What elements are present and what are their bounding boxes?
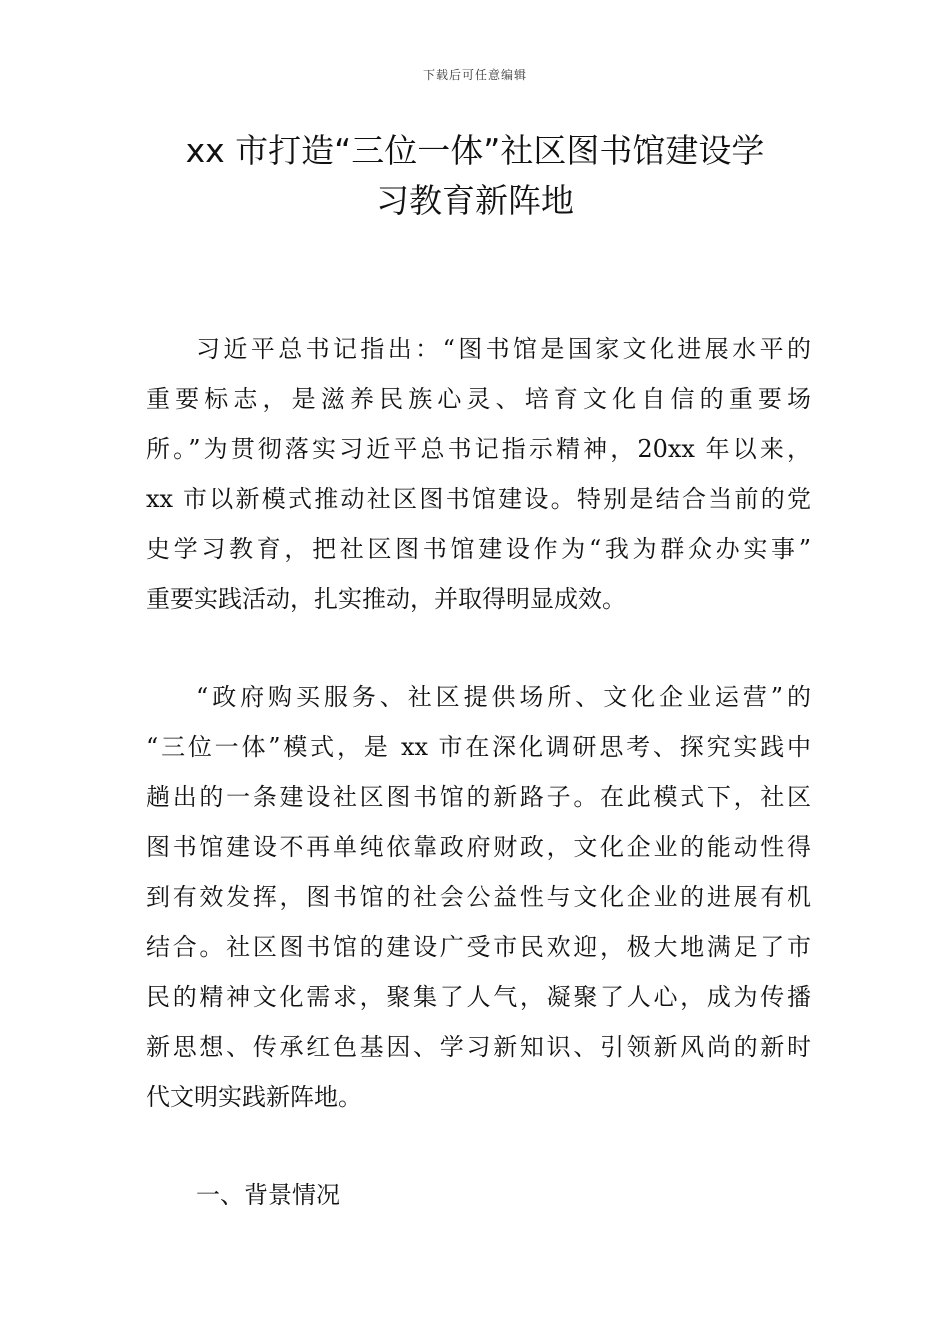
- header-note: 下载后可任意编辑: [422, 68, 527, 82]
- paragraph-line: 习近平总书记指出：“图书馆是国家文化进展水平的: [196, 335, 811, 363]
- paragraph-line: 结合。社区图书馆的建设广受市民欢迎，极大地满足了市: [146, 933, 811, 961]
- title-line-2: 习教育新阵地: [376, 181, 574, 220]
- paragraph-line: 民的精神文化需求，聚集了人气，凝聚了人心，成为传播: [146, 983, 811, 1011]
- paragraph-line: 新思想、传承红色基因、学习新知识、引领新风尚的新时: [146, 1033, 811, 1061]
- paragraph-1: [146, 324, 811, 624]
- paragraph-line: 趟出的一条建设社区图书馆的新路子。在此模式下，社区: [146, 783, 811, 811]
- document-title: [100, 126, 850, 226]
- paragraph-line: 重要实践活动，扎实推动，并取得明显成效。: [146, 585, 626, 613]
- title-line-1: xx 市打造“三位一体”社区图书馆建设学: [185, 131, 765, 170]
- paragraph-line: 代文明实践新阵地。: [146, 1083, 362, 1111]
- paragraph-line: xx 市以新模式推动社区图书馆建设。特别是结合当前的党: [146, 485, 811, 513]
- paragraph-line: “政府购买服务、社区提供场所、文化企业运营”的: [196, 683, 811, 711]
- paragraph-line: 史学习教育，把社区图书馆建设作为“我为群众办实事”: [146, 535, 811, 563]
- paragraph-line: 图书馆建设不再单纯依靠政府财政，文化企业的能动性得: [146, 833, 811, 861]
- paragraph-2: [146, 672, 811, 1122]
- paragraph-line: 重要标志，是滋养民族心灵、培育文化自信的重要场: [146, 385, 811, 413]
- paragraph-line: 所。”为贯彻落实习近平总书记指示精神，20xx 年以来，: [146, 435, 811, 463]
- paragraph-line: 到有效发挥，图书馆的社会公益性与文化企业的进展有机: [146, 883, 811, 911]
- section-heading: 一、背景情况: [196, 1181, 340, 1209]
- paragraph-line: “三位一体”模式，是 xx 市在深化调研思考、探究实践中: [146, 733, 811, 761]
